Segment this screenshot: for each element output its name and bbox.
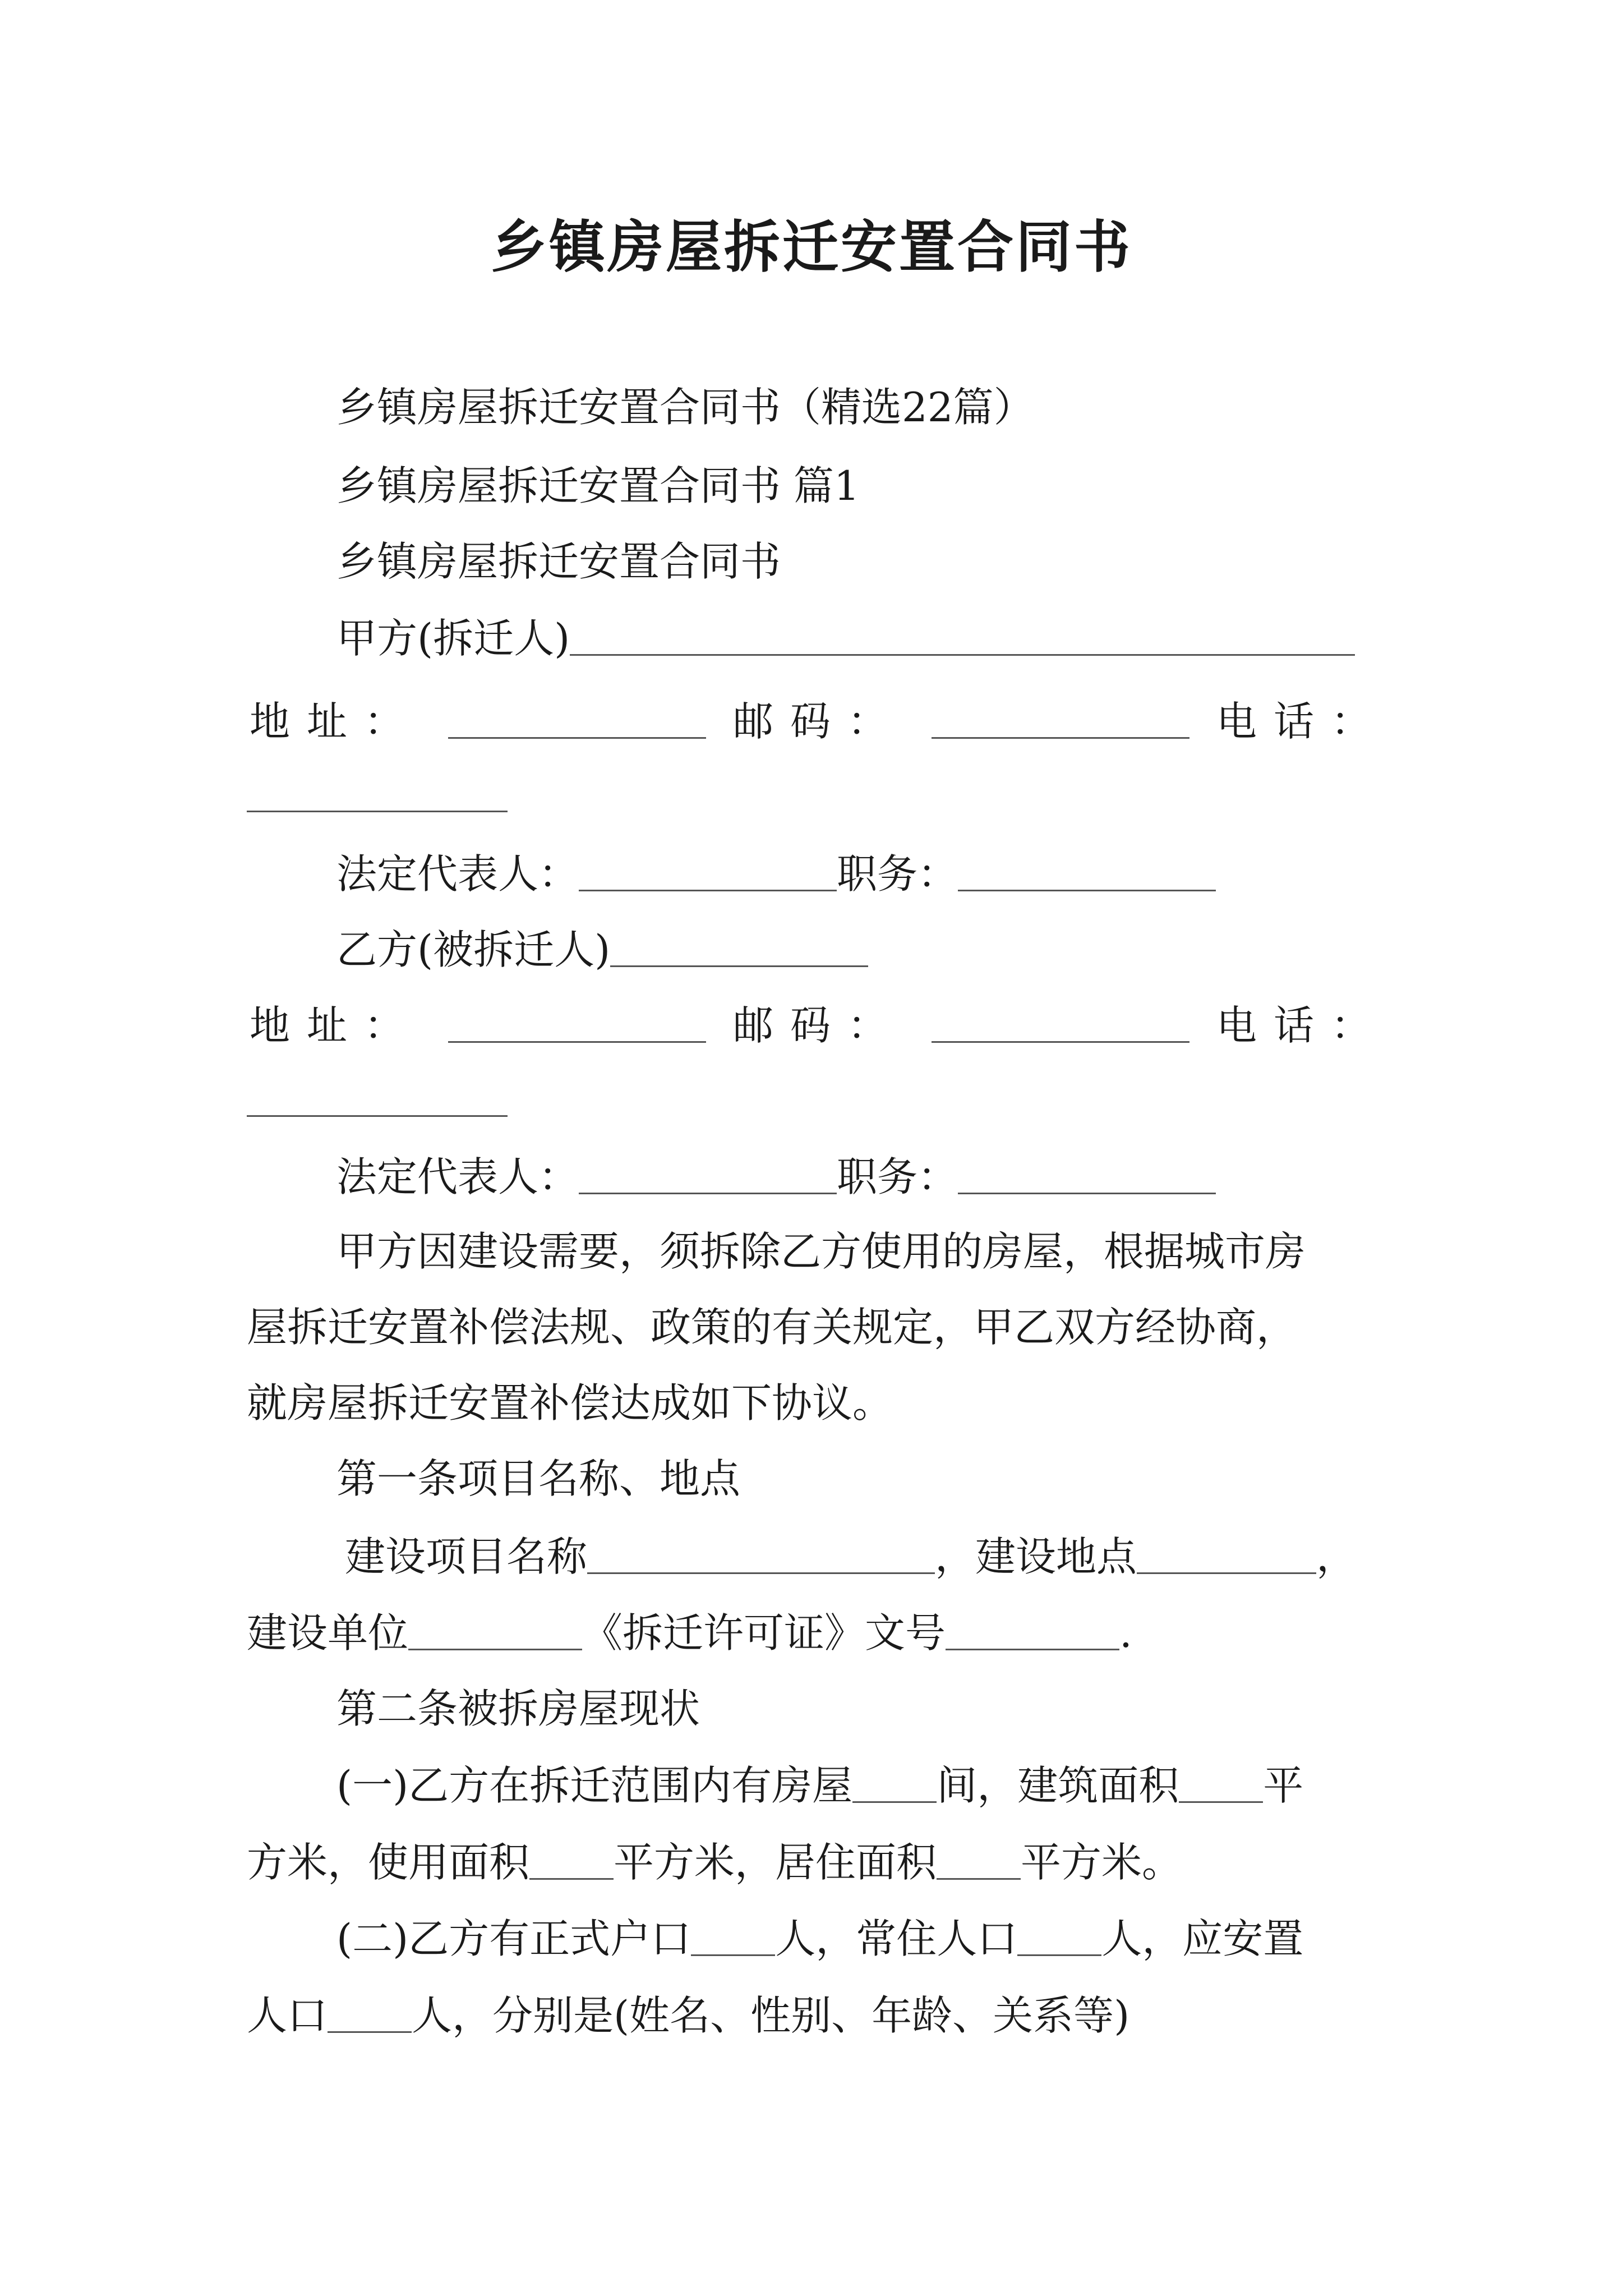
project-name-blank[interactable]	[587, 1539, 935, 1574]
resettled-people-blank[interactable]	[328, 1998, 412, 2033]
building-area-blank[interactable]	[1179, 1768, 1263, 1803]
party-b-postcode-label: 邮码：	[732, 1002, 905, 1049]
permanent-residents-blank[interactable]	[1017, 1921, 1101, 1956]
registered-residents-blank[interactable]	[691, 1921, 775, 1956]
party-b-postcode-blank[interactable]	[932, 1007, 1189, 1043]
item-1-text: 方米，使用面积	[247, 1839, 530, 1886]
document-title: 乡镇房屋拆迁安置合同书	[491, 214, 1132, 280]
subtitle: 乡镇房屋拆迁安置合同书（精选22篇）	[336, 384, 1034, 431]
item-1-text: 间，建筑面积	[937, 1762, 1179, 1809]
party-a-address-blank[interactable]	[448, 703, 706, 739]
party-a-phone-label: 电话：	[1216, 698, 1388, 745]
construction-unit-blank[interactable]	[408, 1615, 582, 1650]
party-b-position-label: 职务：	[837, 1153, 958, 1200]
party-b-representative-line	[336, 1153, 1216, 1200]
item-1-text: 平方米，居住面积	[614, 1839, 937, 1886]
party-a-label: 甲方(拆迁人)	[336, 615, 570, 662]
party-a-address-label: 地址：	[250, 698, 422, 745]
usable-area-blank[interactable]	[529, 1844, 614, 1880]
party-a-line	[336, 615, 1355, 662]
article-1-heading: 第一条项目名称、地点	[336, 1455, 741, 1502]
living-area-blank[interactable]	[937, 1844, 1021, 1880]
article-1-unit-line	[247, 1609, 1132, 1657]
party-a-name-blank[interactable]	[570, 620, 1355, 656]
comma: ，	[1316, 1533, 1357, 1580]
party-b-line	[336, 926, 868, 973]
permit-number-blank[interactable]	[946, 1615, 1119, 1650]
party-b-name-blank[interactable]	[610, 932, 868, 967]
chapter-heading: 乡镇房屋拆迁安置合同书 篇1	[336, 462, 860, 509]
party-b-address-label: 地址：	[250, 1002, 422, 1049]
article-2-heading: 第二条被拆房屋现状	[336, 1685, 700, 1732]
party-a-contact-line	[250, 698, 1388, 745]
party-a-representative-blank[interactable]	[579, 856, 837, 891]
comma: ，	[935, 1533, 976, 1580]
article-2-item-2-line-2	[247, 1992, 1130, 2039]
party-a-representative-line	[336, 850, 1216, 898]
location-label: 建设地点	[975, 1533, 1137, 1580]
item-1-text: (一)乙方在拆迁范围内有房屋	[336, 1762, 853, 1809]
permit-number-label: 《拆迁许可证》文号	[582, 1609, 946, 1657]
article-1-project-line	[345, 1533, 1357, 1580]
party-b-representative-label: 法定代表人：	[336, 1153, 579, 1200]
party-b-position-blank[interactable]	[958, 1159, 1216, 1194]
party-a-phone-blank[interactable]	[247, 811, 508, 812]
construction-unit-label: 建设单位	[247, 1609, 409, 1657]
item-2-text: 人，常住人口	[775, 1915, 1018, 1962]
article-2-item-2-line-1	[336, 1915, 1304, 1962]
party-b-address-blank[interactable]	[448, 1007, 706, 1043]
article-2-item-1-line-2	[247, 1839, 1183, 1886]
item-1-text: 平方米。	[1021, 1839, 1183, 1886]
party-b-contact-line	[250, 1002, 1388, 1049]
article-2-item-1-line-1	[336, 1762, 1304, 1809]
party-b-label: 乙方(被拆迁人)	[336, 926, 611, 973]
period: .	[1119, 1609, 1132, 1657]
item-2-text: 人口	[247, 1992, 328, 2039]
party-a-position-blank[interactable]	[958, 856, 1216, 891]
party-b-phone-label: 电话：	[1216, 1002, 1388, 1049]
party-b-phone-blank[interactable]	[247, 1115, 508, 1117]
item-2-text: (二)乙方有正式户口	[336, 1915, 691, 1962]
party-a-postcode-label: 邮码：	[732, 698, 905, 745]
party-a-postcode-blank[interactable]	[932, 703, 1189, 739]
project-name-label: 建设项目名称	[345, 1533, 588, 1580]
item-1-text: 平	[1263, 1762, 1304, 1809]
room-count-blank[interactable]	[852, 1768, 937, 1803]
location-blank[interactable]	[1137, 1539, 1316, 1574]
item-2-text: 人，应安置	[1101, 1915, 1304, 1962]
item-2-text: 人，分别是(姓名、性别、年龄、关系等)	[412, 1992, 1130, 2039]
party-a-representative-label: 法定代表人：	[336, 850, 579, 898]
preamble-line-2: 屋拆迁安置补偿法规、政策的有关规定，甲乙双方经协商，	[247, 1304, 1297, 1351]
party-b-representative-blank[interactable]	[579, 1159, 837, 1194]
party-a-position-label: 职务：	[837, 850, 958, 898]
preamble-line-3: 就房屋拆迁安置补偿达成如下协议。	[247, 1379, 893, 1427]
contract-heading: 乡镇房屋拆迁安置合同书	[336, 538, 781, 585]
preamble-line-1: 甲方因建设需要，须拆除乙方使用的房屋，根据城市房	[336, 1228, 1306, 1275]
